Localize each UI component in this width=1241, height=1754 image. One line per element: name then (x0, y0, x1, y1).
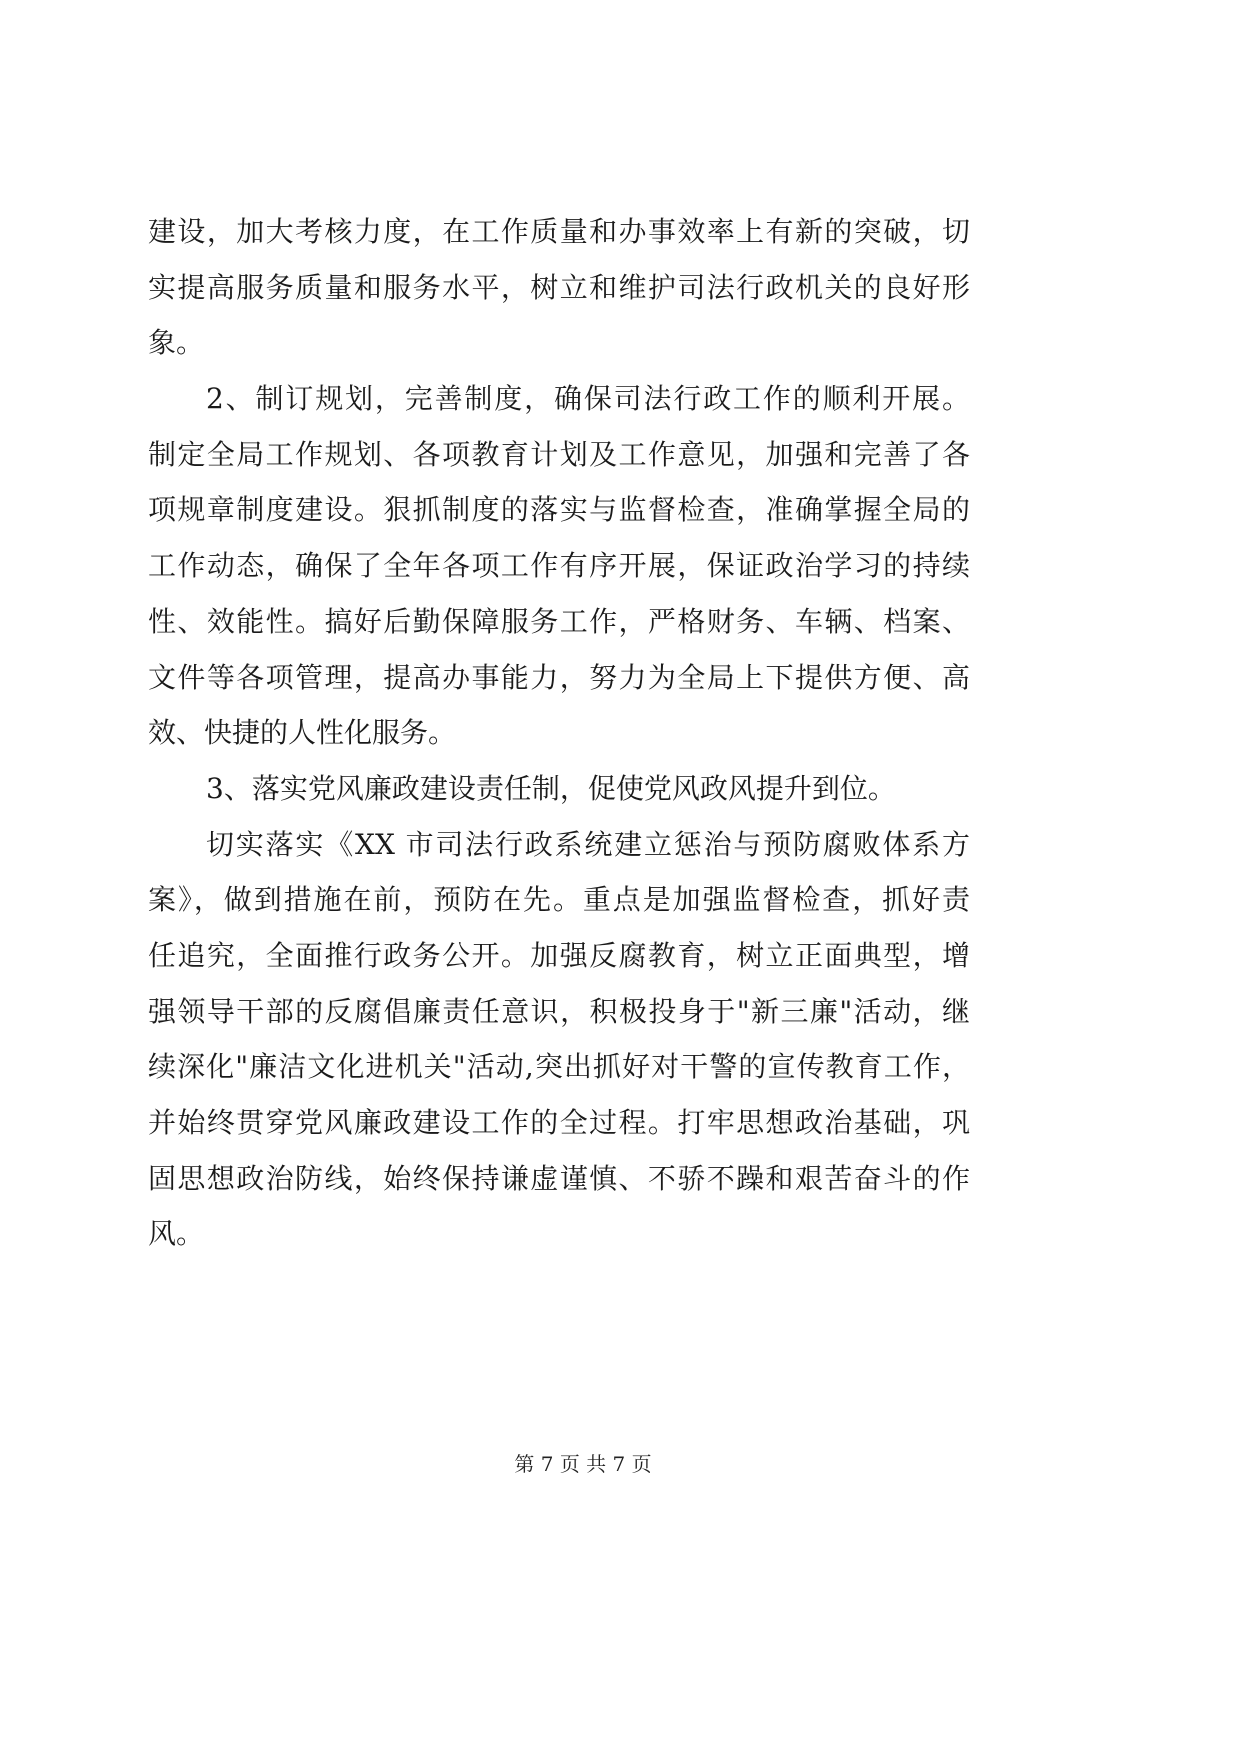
text-line: 固思想政治防线，始终保持谦虚谨慎、不骄不躁和艰苦奋斗的作 (148, 1161, 970, 1195)
text-line: 项规章制度建设。狠抓制度的落实与监督检查，准确掌握全局的 (148, 493, 970, 527)
text-line: 2、制订规划，完善制度，确保司法行政工作的顺利开展。 (206, 382, 970, 416)
text-line: 并始终贯穿党风廉政建设工作的全过程。打牢思想政治基础，巩 (148, 1106, 970, 1139)
text-line: 任追究，全面推行政务公开。加强反腐教育，树立正面典型，增 (148, 938, 970, 972)
text-line: 性、效能性。搞好后勤保障服务工作，严格财务、车辆、档案、 (148, 604, 970, 638)
text-line: 文件等各项管理，提高办事能力，努力为全局上下提供方便、高 (148, 660, 970, 694)
document-body (148, 212, 970, 1270)
text-line: 建设，加大考核力度，在工作质量和办事效率上有新的突破，切 (148, 215, 970, 248)
page-footer: 第 7 页 共 7 页 (514, 1452, 652, 1476)
text-line: 象。 (148, 326, 205, 360)
text-line: 风。 (148, 1217, 205, 1251)
text-line: 工作动态，确保了全年各项工作有序开展，保证政治学习的持续 (148, 549, 970, 583)
text-line: 实提高服务质量和服务水平，树立和维护司法行政机关的良好形 (148, 270, 970, 304)
text-line: 续深化"廉洁文化进机关"活动,突出抓好对干警的宣传教育工作， (148, 1050, 970, 1084)
text-line: 效、快捷的人性化服务。 (148, 716, 457, 750)
text-line: 强领导干部的反腐倡廉责任意识，积极投身于"新三廉"活动，继 (148, 994, 970, 1028)
text-line: 3、落实党风廉政建设责任制，促使党风政风提升到位。 (206, 771, 896, 805)
text-line: 制定全局工作规划、各项教育计划及工作意见，加强和完善了各 (148, 437, 970, 471)
text-line: 切实落实《XX 市司法行政系统建立惩治与预防腐败体系方 (206, 827, 970, 861)
text-line: 案》，做到措施在前，预防在先。重点是加强监督检查，抓好责 (148, 883, 970, 917)
